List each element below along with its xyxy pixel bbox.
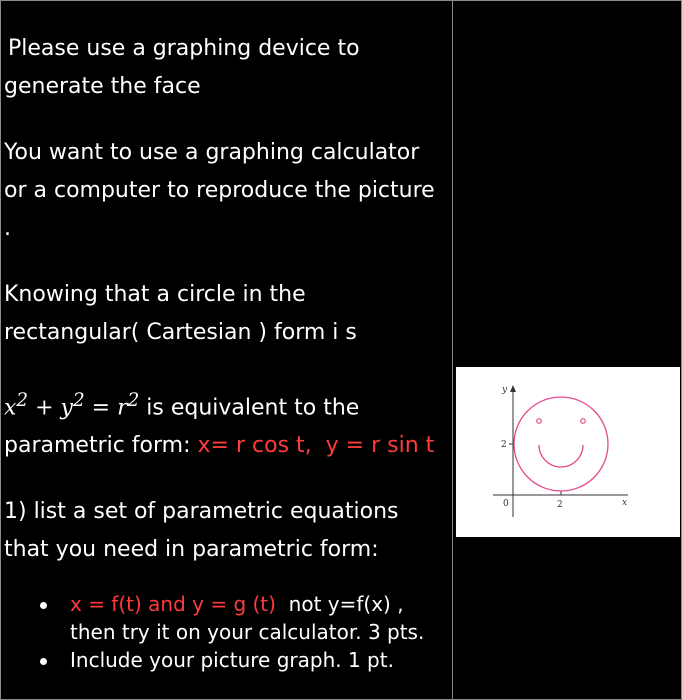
- y-axis-label: y: [502, 385, 508, 395]
- task-item-1: [40, 590, 450, 646]
- task-1-equations: x = f(t) and y = g (t): [70, 592, 276, 616]
- task-1-line-2: then try it on your calculator. 3 pts.: [70, 620, 425, 644]
- para3-line-2: rectangular( Cartesian ) form i s: [4, 320, 357, 345]
- eq-x-exp: 2: [16, 390, 29, 411]
- eq-tail: is equivalent to the: [146, 395, 360, 421]
- task-1-note: not y=f(x) ,: [288, 592, 404, 616]
- right-eye: [581, 419, 586, 424]
- task-list: [40, 590, 450, 674]
- para2-line-3: .: [4, 216, 11, 241]
- column-divider: [452, 0, 453, 700]
- eq-plus: +: [35, 395, 54, 421]
- smile-mouth: [539, 445, 583, 467]
- parametric-form-line: [4, 427, 450, 465]
- y-tick-label: 2: [501, 440, 507, 450]
- eq-r: r: [117, 395, 128, 421]
- task-item-2: [40, 646, 450, 674]
- question-text-column: [4, 30, 450, 569]
- param-x: x= r cos t,: [197, 433, 312, 459]
- eq-y: y: [60, 395, 73, 421]
- para3-line-1: Knowing that a circle in the: [4, 282, 306, 307]
- x-axis-label: x: [622, 498, 628, 508]
- question1-line-1: 1) list a set of parametric equations: [4, 499, 399, 525]
- eq-equals: =: [91, 395, 111, 421]
- intro-line-1: Please use a graphing device to: [8, 36, 360, 61]
- bullet-icon: [40, 658, 47, 665]
- circle-equation: [4, 382, 450, 427]
- bullet-icon: [40, 602, 47, 609]
- face-outline: [514, 397, 608, 491]
- para2-line-2: or a computer to reproduce the picture: [4, 178, 435, 203]
- task-2-text: Include your picture graph. 1 pt.: [70, 648, 394, 672]
- eq-y-exp: 2: [72, 390, 85, 411]
- eq-x: x: [4, 395, 17, 421]
- x-tick-label: 2: [557, 500, 563, 510]
- intro-line-2: generate the face: [4, 74, 201, 99]
- left-eye: [537, 419, 542, 424]
- param-y: y = r sin t: [325, 433, 435, 459]
- para2-line-1: You want to use a graphing calculator: [4, 140, 420, 165]
- question1-line-2: that you need in parametric form:: [4, 537, 379, 563]
- origin-label: 0: [503, 499, 509, 509]
- y-axis-arrow-icon: [510, 385, 516, 392]
- param-label: parametric form:: [4, 433, 191, 459]
- eq-r-exp: 2: [127, 390, 140, 411]
- graph-svg: [456, 367, 680, 537]
- smiley-face-graph: [456, 367, 680, 537]
